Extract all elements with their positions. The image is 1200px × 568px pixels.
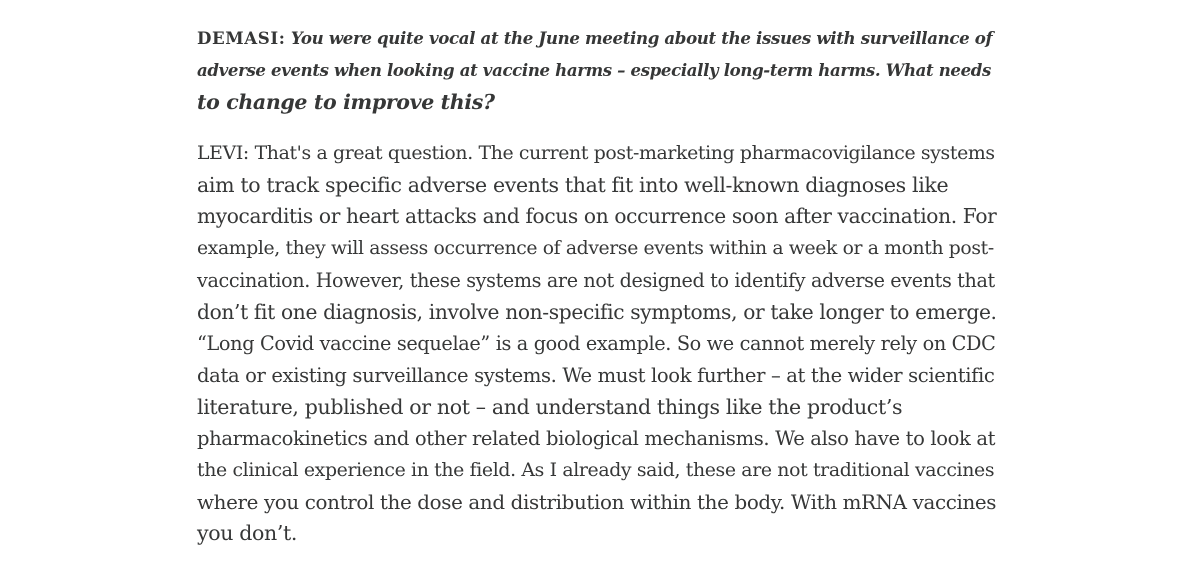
answer-text-line: myocarditis or heart attacks and focus on occurrence soon after vaccination. For — [197, 204, 997, 229]
answer-text-line: data or existing surveillance systems. We must look further – at the wider scientific — [197, 363, 995, 387]
answer-text-line: don’t fit one diagnosis, involve non-specific symptoms, or take longer to emerge. — [197, 299, 997, 324]
answer-text-line: vaccination. However, these systems are not designed to identify adverse events that — [197, 268, 995, 292]
answer-text-line: example, they will assess occurrence of adverse events within a week or a month post- — [197, 238, 994, 260]
answer-speaker: LEVI: — [197, 143, 249, 164]
answer-line-1 — [197, 138, 997, 170]
answer-text-line: literature, published or not – and understand things like the product’s — [197, 394, 903, 419]
question-line-1 — [197, 22, 997, 54]
answer-text-line: you don’t. — [197, 521, 298, 546]
answer-text-line: where you control the dose and distribution within the body. With mRNA vaccines — [197, 490, 997, 514]
answer-text-line: “Long Covid vaccine sequelae” is a good example. So we cannot merely rely on CDC — [197, 332, 996, 356]
question-text-line: to change to improve this? — [197, 90, 495, 114]
answer-text-line: aim to track specific adverse events that fit into well-known diagnoses like — [197, 172, 949, 197]
interview-excerpt — [197, 22, 997, 550]
answer-text-line: the clinical experience in the field. As I already said, these are not traditional vaccines — [197, 460, 995, 482]
answer-paragraph — [197, 138, 997, 550]
answer-text-line: That's a great question. The current post-marketing pharmacovigilance systems — [254, 143, 995, 164]
answer-text-line: pharmacokinetics and other related biological mechanisms. We also have to look at — [197, 427, 996, 451]
question-speaker: DEMASI: — [197, 28, 286, 48]
question-paragraph — [197, 22, 997, 118]
question-text-line: adverse events when looking at vaccine harms – especially long-term harms. What needs — [197, 60, 992, 80]
question-text-line: You were quite vocal at the June meeting about the issues with surveillance of — [290, 28, 993, 48]
